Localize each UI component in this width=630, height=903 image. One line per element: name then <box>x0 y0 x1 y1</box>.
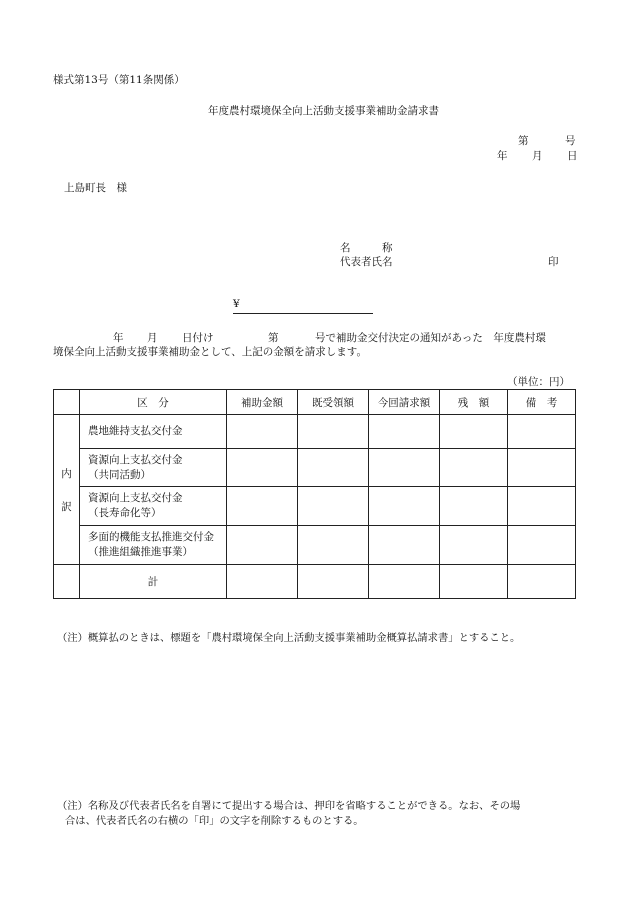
document-title: 年度農村環境保全向上活動支援事業補助金請求書 <box>208 105 439 117</box>
header-remaining: 残 額 <box>440 390 508 415</box>
category-name: 多面的機能支払推進交付金 <box>88 531 214 543</box>
total-current-cell[interactable] <box>369 565 440 599</box>
table-header-row <box>54 390 576 415</box>
category-cell <box>80 449 227 487</box>
total-remaining-cell[interactable] <box>440 565 508 599</box>
note-signature-line2: 合は、代表者氏名の右横の「印」の文字を削除するものとする。 <box>65 815 364 827</box>
remaining-cell[interactable] <box>440 415 508 449</box>
date-day: 日 <box>567 150 578 162</box>
body-month: 月 <box>147 332 158 344</box>
unit-label: （単位：円） <box>507 376 570 388</box>
remaining-cell[interactable] <box>440 449 508 487</box>
current-cell[interactable] <box>369 487 440 526</box>
date-year: 年 <box>497 150 508 162</box>
category-name: 資源向上支払交付金 <box>88 492 183 504</box>
form-number: 様式第13号（第11条関係） <box>53 74 185 86</box>
total-row <box>54 565 576 599</box>
category-cell <box>80 415 227 449</box>
remaining-cell[interactable] <box>440 526 508 565</box>
note-signature-line1: （注）名称及び代表者氏名を自署にて提出する場合は、押印を省略することができる。なお、その場 <box>57 800 521 812</box>
breakdown-table <box>53 389 576 599</box>
doc-number-go: 号 <box>565 135 576 147</box>
table-row <box>54 487 576 526</box>
table-row <box>54 415 576 449</box>
category-name: 農地維持支払交付金 <box>88 425 183 437</box>
body-line2: 境保全向上活動支援事業補助金として、上記の金額を請求します。 <box>53 346 367 358</box>
breakdown-label-char-1: 内 <box>61 467 72 480</box>
total-remarks-cell[interactable] <box>508 565 576 599</box>
remarks-cell[interactable] <box>508 526 576 565</box>
total-subsidy-cell[interactable] <box>227 565 298 599</box>
received-cell[interactable] <box>298 487 369 526</box>
header-subsidy-amount: 補助金額 <box>227 390 298 415</box>
header-current-request: 今回請求額 <box>369 390 440 415</box>
applicant-name-label: 名 称 <box>340 242 393 254</box>
breakdown-label-char-2: 訳 <box>61 500 72 513</box>
date-month: 月 <box>532 150 543 162</box>
note-approximate-payment: （注）概算払のときは、標題を「農村環境保全向上活動支援事業補助金概算払請求書」とすること。 <box>57 632 521 644</box>
remaining-cell[interactable] <box>440 487 508 526</box>
current-cell[interactable] <box>369 449 440 487</box>
remarks-cell[interactable] <box>508 487 576 526</box>
total-received-cell[interactable] <box>298 565 369 599</box>
total-label: 計 <box>80 565 227 599</box>
remarks-cell[interactable] <box>508 449 576 487</box>
subsidy-cell[interactable] <box>227 415 298 449</box>
body-dai: 第 <box>268 332 279 344</box>
category-cell <box>80 526 227 565</box>
remarks-cell[interactable] <box>508 415 576 449</box>
total-blank <box>54 565 80 599</box>
addressee: 上島町長 様 <box>64 182 127 194</box>
header-received-amount: 既受領額 <box>298 390 369 415</box>
received-cell[interactable] <box>298 415 369 449</box>
category-sub: （推進組織推進事業） <box>88 546 193 558</box>
subsidy-cell[interactable] <box>227 449 298 487</box>
table-row <box>54 449 576 487</box>
table-row <box>54 526 576 565</box>
subsidy-cell[interactable] <box>227 487 298 526</box>
header-category: 区 分 <box>80 390 227 415</box>
representative-name-label: 代表者氏名 <box>340 256 393 268</box>
breakdown-label-cell <box>54 415 80 565</box>
category-cell <box>80 487 227 526</box>
header-remarks: 備 考 <box>508 390 576 415</box>
received-cell[interactable] <box>298 526 369 565</box>
received-cell[interactable] <box>298 449 369 487</box>
body-dated: 日付け <box>182 332 214 344</box>
current-cell[interactable] <box>369 415 440 449</box>
body-year: 年 <box>113 332 124 344</box>
body-line1-rest: 号で補助金交付決定の通知があった 年度農村環 <box>315 332 546 344</box>
amount-underline <box>233 313 373 314</box>
amount-symbol: ¥ <box>233 298 240 310</box>
category-sub: （共同活動） <box>88 468 151 481</box>
seal-mark: 印 <box>548 256 559 268</box>
subsidy-cell[interactable] <box>227 526 298 565</box>
current-cell[interactable] <box>369 526 440 565</box>
category-sub: （長寿命化等） <box>88 507 162 519</box>
doc-number-dai: 第 <box>518 135 529 147</box>
category-name: 資源向上支払交付金 <box>88 453 183 466</box>
header-blank <box>54 390 80 415</box>
